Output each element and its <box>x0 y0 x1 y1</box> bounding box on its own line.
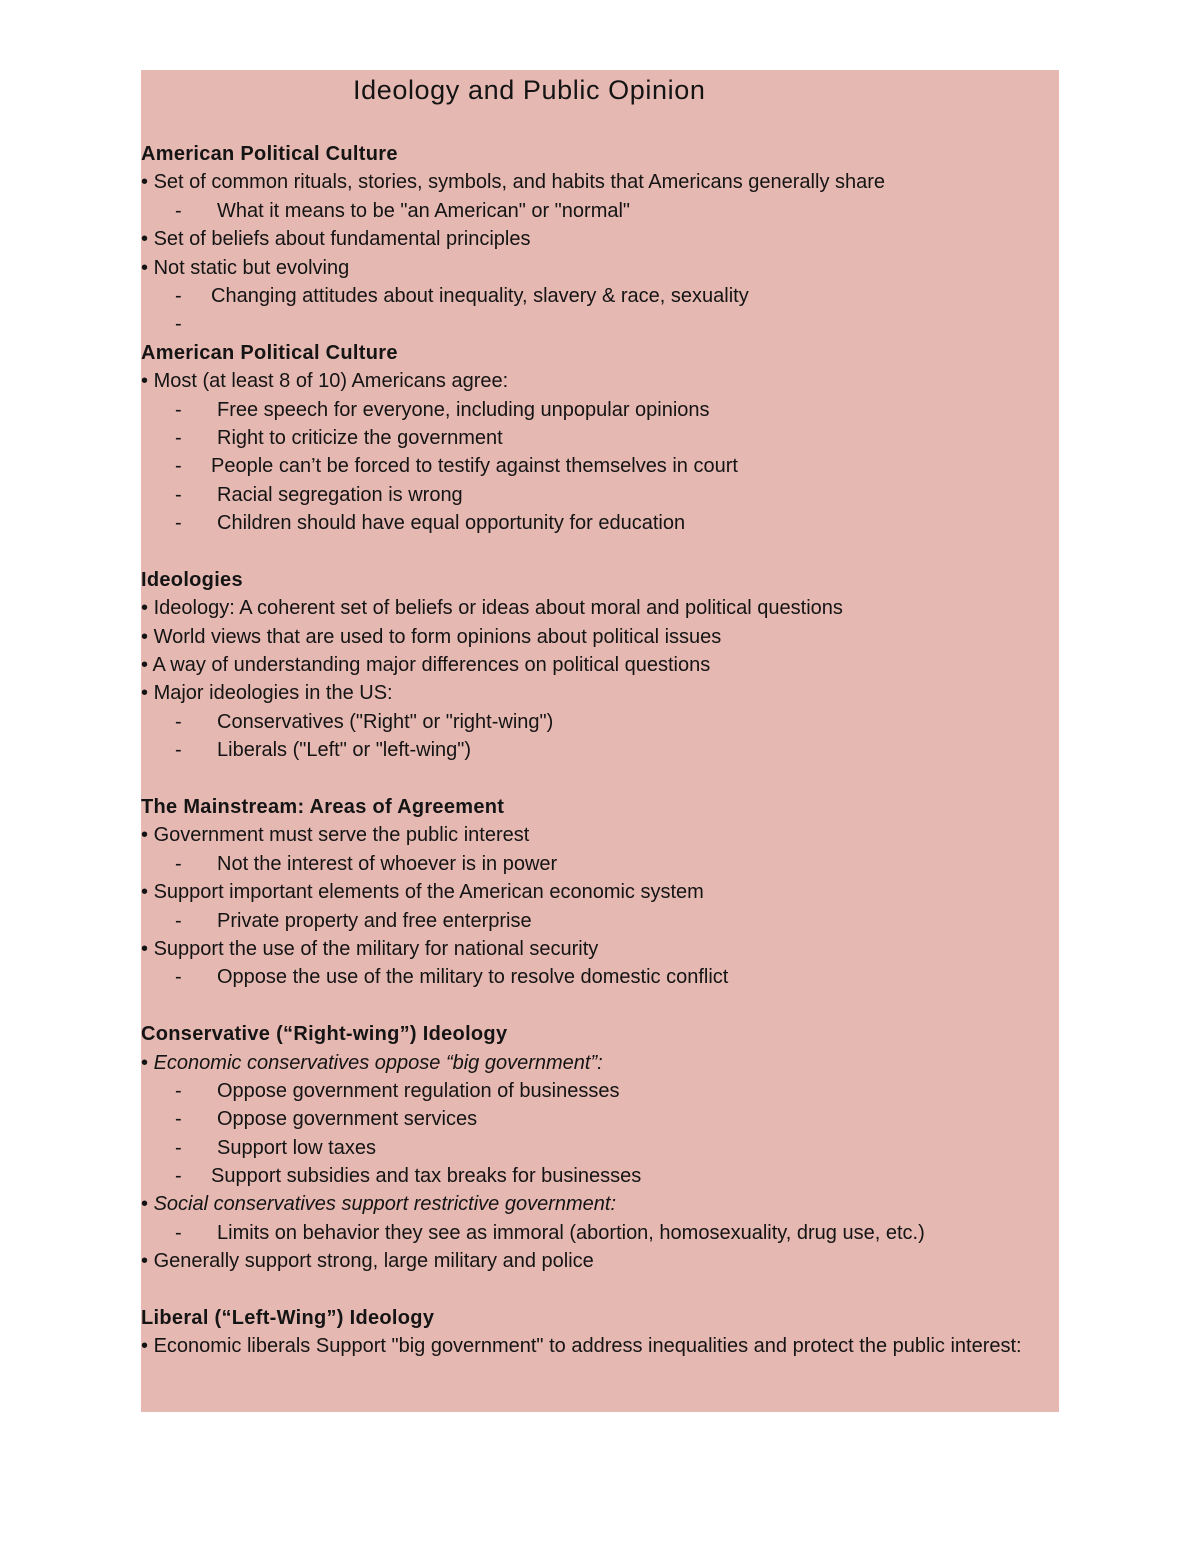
sub-item <box>141 1162 1046 1190</box>
dash-icon: - <box>175 455 182 478</box>
bullet-item <box>141 878 1046 906</box>
bullet-text: Social conservatives support restrictive government: <box>153 1193 616 1216</box>
bullet-icon: • <box>141 228 149 251</box>
sub-item-text: Right to criticize the government <box>217 426 503 449</box>
dash-icon: - <box>175 284 182 307</box>
bullet-text: Support the use of the military for national security <box>153 937 599 960</box>
blank-line <box>141 537 1046 565</box>
sub-item <box>141 282 1046 310</box>
sub-item <box>141 481 1046 509</box>
sub-item <box>141 1105 1046 1133</box>
section-heading: American Political Culture <box>141 143 398 165</box>
bullet-icon: • <box>141 597 149 620</box>
sub-item <box>141 963 1046 991</box>
dash-icon: - <box>175 512 182 535</box>
dash-icon: - <box>175 1136 182 1159</box>
sub-item <box>141 424 1046 452</box>
bullet-text: Economic liberals Support "big government" to address inequalities and protect the public interest: <box>153 1335 1022 1358</box>
section-heading: Conservative (“Right-wing”) Ideology <box>141 1023 508 1046</box>
section-heading: Liberal (“Left-Wing”) Ideology <box>141 1307 435 1330</box>
sub-item-text: Changing attitudes about inequality, slavery & race, sexuality <box>211 284 749 307</box>
bullet-text: Not static but evolving <box>153 256 350 279</box>
bullet-item <box>141 623 1046 651</box>
bullet-icon: • <box>141 682 149 705</box>
dash-icon: - <box>175 313 182 336</box>
sub-item-text: Oppose government regulation of businesses <box>217 1079 620 1102</box>
bullet-icon: • <box>141 1250 149 1273</box>
sub-item-text: Support low taxes <box>217 1136 376 1159</box>
bullet-item <box>141 1049 1046 1077</box>
bullet-icon: • <box>141 171 149 194</box>
sub-item <box>141 850 1046 878</box>
bullet-text: Economic conservatives oppose “big government”: <box>153 1051 603 1074</box>
sub-item <box>141 1134 1046 1162</box>
sub-item <box>141 1077 1046 1105</box>
section-heading: American Political Culture <box>141 341 398 364</box>
sub-item <box>141 736 1046 764</box>
bullet-icon: • <box>141 370 149 393</box>
bullet-text: World views that are used to form opinions about political issues <box>153 625 722 648</box>
dash-icon: - <box>175 710 182 733</box>
bullet-text: Generally support strong, large military and police <box>153 1250 594 1273</box>
bullet-text: Support important elements of the American economic system <box>153 881 704 904</box>
bullet-item <box>141 594 1046 622</box>
bullet-text: Most (at least 8 of 10) Americans agree: <box>153 370 509 393</box>
sub-item-text: Oppose the use of the military to resolve domestic conflict <box>217 966 729 989</box>
bullet-item <box>141 367 1046 395</box>
highlighted-notes-area <box>141 70 1059 1412</box>
dash-icon: - <box>175 966 182 989</box>
section-heading: Ideologies <box>141 568 243 591</box>
document-title: Ideology and Public Opinion <box>353 75 706 105</box>
bullet-icon: • <box>141 654 149 677</box>
dash-icon: - <box>175 1079 182 1102</box>
bullet-icon: • <box>141 625 149 648</box>
bullet-icon: • <box>141 881 149 904</box>
bullet-item <box>141 651 1046 679</box>
bullet-item <box>141 1190 1046 1218</box>
blank-line <box>141 992 1046 1020</box>
sub-item-text: Support subsidies and tax breaks for businesses <box>211 1165 642 1188</box>
dash-icon: - <box>175 483 182 506</box>
dash-icon: - <box>175 1165 182 1188</box>
dash-icon: - <box>175 909 182 932</box>
bullet-item <box>141 225 1046 253</box>
bullet-icon: • <box>141 1335 149 1358</box>
bullet-icon: • <box>141 256 149 279</box>
bullet-item <box>141 935 1046 963</box>
dash-icon: - <box>175 739 182 762</box>
bullet-item <box>141 1332 1046 1360</box>
sub-item-text: Free speech for everyone, including unpopular opinions <box>217 398 710 421</box>
sub-item <box>141 197 1046 225</box>
sub-item-text: Racial segregation is wrong <box>217 483 463 506</box>
bullet-item <box>141 821 1046 849</box>
sub-item <box>141 310 1046 338</box>
sub-item <box>141 708 1046 736</box>
blank-line <box>141 765 1046 793</box>
sub-item-text: Limits on behavior they see as immoral (abortion, homosexuality, drug use, etc.) <box>217 1221 925 1244</box>
bullet-text: A way of understanding major differences on political questions <box>152 654 711 677</box>
dash-icon: - <box>175 852 182 875</box>
bullet-text: Major ideologies in the US: <box>153 682 393 705</box>
bullet-text: Set of beliefs about fundamental principles <box>153 228 531 251</box>
sub-item <box>141 509 1046 537</box>
sub-item-text: Children should have equal opportunity for education <box>217 512 686 535</box>
dash-icon: - <box>175 1221 182 1244</box>
bullet-item <box>141 168 1046 196</box>
dash-icon: - <box>175 199 182 222</box>
sub-item-text: Liberals ("Left" or "left-wing") <box>217 739 472 762</box>
bullet-icon: • <box>141 1193 149 1216</box>
bullet-text: Set of common rituals, stories, symbols, and habits that Americans generally share <box>153 171 886 194</box>
sub-item-text: Oppose government services <box>217 1108 478 1131</box>
bullet-item <box>141 679 1046 707</box>
bullet-item <box>141 254 1046 282</box>
bullet-icon: • <box>141 1051 149 1074</box>
bullet-icon: • <box>141 937 149 960</box>
sub-item <box>141 1219 1046 1247</box>
sub-item-text: People can’t be forced to testify against themselves in court <box>211 455 738 478</box>
sub-item-text: What it means to be "an American" or "normal" <box>217 199 631 222</box>
sub-item <box>141 452 1046 480</box>
sub-item <box>141 396 1046 424</box>
section-heading: The Mainstream: Areas of Agreement <box>141 795 505 818</box>
sub-item <box>141 907 1046 935</box>
blank-line <box>141 1276 1046 1304</box>
document-body <box>141 140 1046 1361</box>
sub-item-text: Not the interest of whoever is in power <box>217 852 558 875</box>
dash-icon: - <box>175 1108 182 1131</box>
bullet-icon: • <box>141 824 149 847</box>
sub-item-text: Private property and free enterprise <box>217 909 532 932</box>
dash-icon: - <box>175 398 182 421</box>
sub-item-text: Conservatives ("Right" or "right-wing") <box>217 710 554 733</box>
bullet-text: Government must serve the public interest <box>153 824 530 847</box>
dash-icon: - <box>175 426 182 449</box>
bullet-text: Ideology: A coherent set of beliefs or ideas about moral and political questions <box>153 597 843 620</box>
bullet-item <box>141 1247 1046 1275</box>
